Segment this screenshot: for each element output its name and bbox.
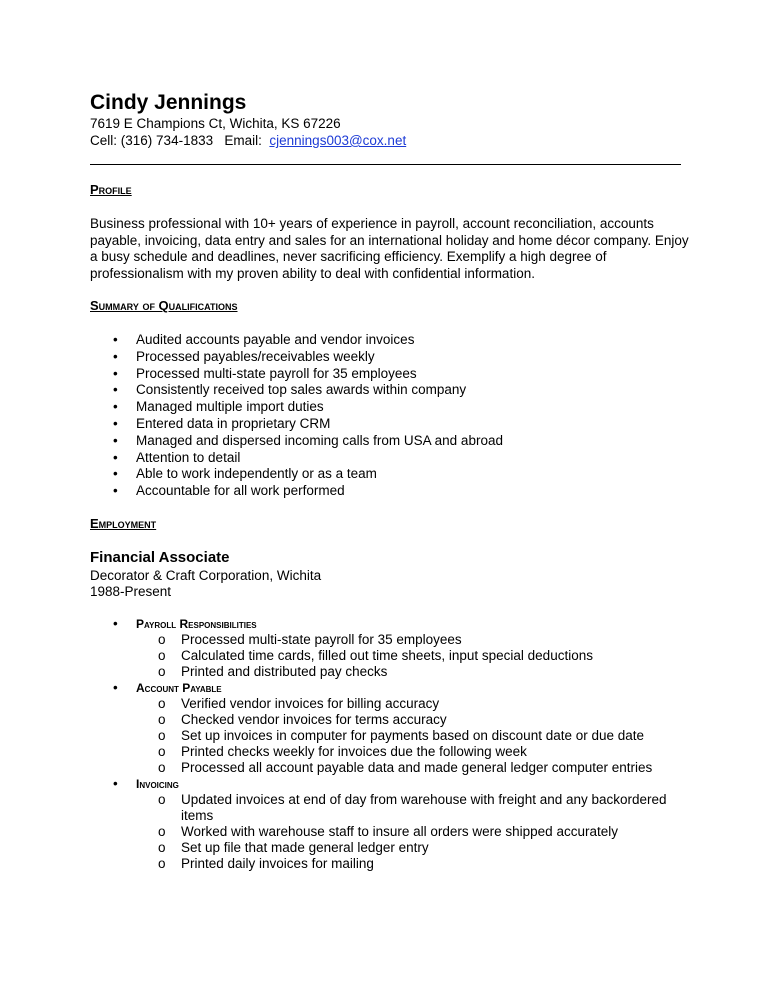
list-item: • Accountable for all work performed xyxy=(113,483,345,499)
list-item: • Processed payables/receivables weekly xyxy=(113,348,375,364)
bullet-icon: • xyxy=(113,365,118,381)
job-title: Financial Associate xyxy=(90,549,230,566)
list-item: • Managed multiple import duties xyxy=(113,399,324,415)
list-item: • Attention to detail xyxy=(113,449,241,465)
circle-bullet-icon: o xyxy=(158,696,166,711)
circle-bullet-icon: o xyxy=(158,792,166,807)
list-item: o Processed all account payable data and made general ledger computer entries xyxy=(158,760,653,775)
list-item: o Verified vendor invoices for billing accuracy xyxy=(158,696,440,711)
list-item: o Set up invoices in computer for payments based on discount date or due date xyxy=(158,728,645,743)
circle-bullet-icon: o xyxy=(158,648,166,663)
circle-bullet-icon: o xyxy=(158,856,166,871)
list-item: o Printed and distributed pay checks xyxy=(158,664,388,679)
cell-number: (316) 734-1833 xyxy=(120,133,214,148)
cell-label: Cell: xyxy=(90,133,118,148)
profile-text: Business professional with 10+ years of experience in payroll, account reconciliation, accounts payable, invoicing, data entry and sales for an international holiday and home décor company. Enjoy a busy schedule and deadlines, never sacrificing efficiency. Exemplify a high degree of professionalism with my proven ability to deal with confidential information. xyxy=(90,216,689,281)
list-item: o Worked with warehouse staff to insure all orders were shipped accurately xyxy=(158,824,618,839)
bullet-icon: • xyxy=(113,432,118,448)
circle-bullet-icon: o xyxy=(158,744,166,759)
bullet-icon: • xyxy=(113,348,118,364)
qualifications-list xyxy=(90,332,503,500)
bullet-icon: • xyxy=(113,399,118,415)
bullet-icon: • xyxy=(113,449,118,465)
employment-heading: Employment xyxy=(90,516,157,531)
subsection-account-payable: • Account Payable xyxy=(113,680,222,695)
list-item: • Consistently received top sales awards within company xyxy=(113,382,467,398)
bullet-icon: • xyxy=(113,382,118,398)
bullet-icon: • xyxy=(113,332,118,347)
subsection-invoicing: • Invoicing xyxy=(113,776,179,791)
circle-bullet-icon: o xyxy=(158,728,166,743)
circle-bullet-icon: o xyxy=(158,824,166,839)
list-item: o Printed checks weekly for invoices due the following week xyxy=(158,744,527,759)
list-item: • Processed multi-state payroll for 35 employees xyxy=(113,365,417,381)
circle-bullet-icon: o xyxy=(158,760,166,775)
bullet-icon: • xyxy=(113,680,118,695)
address: 7619 E Champions Ct, Wichita, KS 67226 xyxy=(90,116,341,131)
subsection-payroll: • Payroll Responsibilities xyxy=(113,616,257,631)
bullet-icon: • xyxy=(113,776,118,791)
bullet-icon: • xyxy=(113,466,118,482)
list-item: o Processed multi-state payroll for 35 employees xyxy=(158,632,462,647)
list-item: o Set up file that made general ledger entry xyxy=(158,840,429,855)
email-link[interactable]: cjennings003@cox.net xyxy=(269,133,407,148)
qualifications-heading: Summary of Qualifications xyxy=(90,298,238,313)
header-divider xyxy=(90,164,681,165)
list-item: o Printed daily invoices for mailing xyxy=(158,856,374,871)
bullet-icon: • xyxy=(113,483,118,499)
list-item: o Updated invoices at end of day from warehouse with freight and any backordered items xyxy=(158,792,667,823)
list-item: • Able to work independently or as a team xyxy=(113,466,377,482)
profile-heading: Profile xyxy=(90,182,132,197)
circle-bullet-icon: o xyxy=(158,840,166,855)
list-item: o Calculated time cards, filled out time sheets, input special deductions xyxy=(158,648,593,663)
list-item: o Checked vendor invoices for terms accuracy xyxy=(158,712,447,727)
email-label: Email: xyxy=(224,133,262,148)
list-item: • Audited accounts payable and vendor invoices xyxy=(113,332,415,347)
responsibilities-list xyxy=(90,616,690,872)
list-item: • Managed and dispersed incoming calls from USA and abroad xyxy=(113,432,503,448)
bullet-icon: • xyxy=(113,616,118,631)
employment-dates: 1988-Present xyxy=(90,584,172,599)
circle-bullet-icon: o xyxy=(158,712,166,727)
circle-bullet-icon: o xyxy=(158,664,166,679)
bullet-icon: • xyxy=(113,415,118,431)
company-name: Decorator & Craft Corporation, Wichita xyxy=(90,568,322,583)
circle-bullet-icon: o xyxy=(158,632,166,647)
contact-line xyxy=(90,132,406,149)
list-item: • Entered data in proprietary CRM xyxy=(113,415,331,431)
applicant-name: Cindy Jennings xyxy=(90,91,247,114)
